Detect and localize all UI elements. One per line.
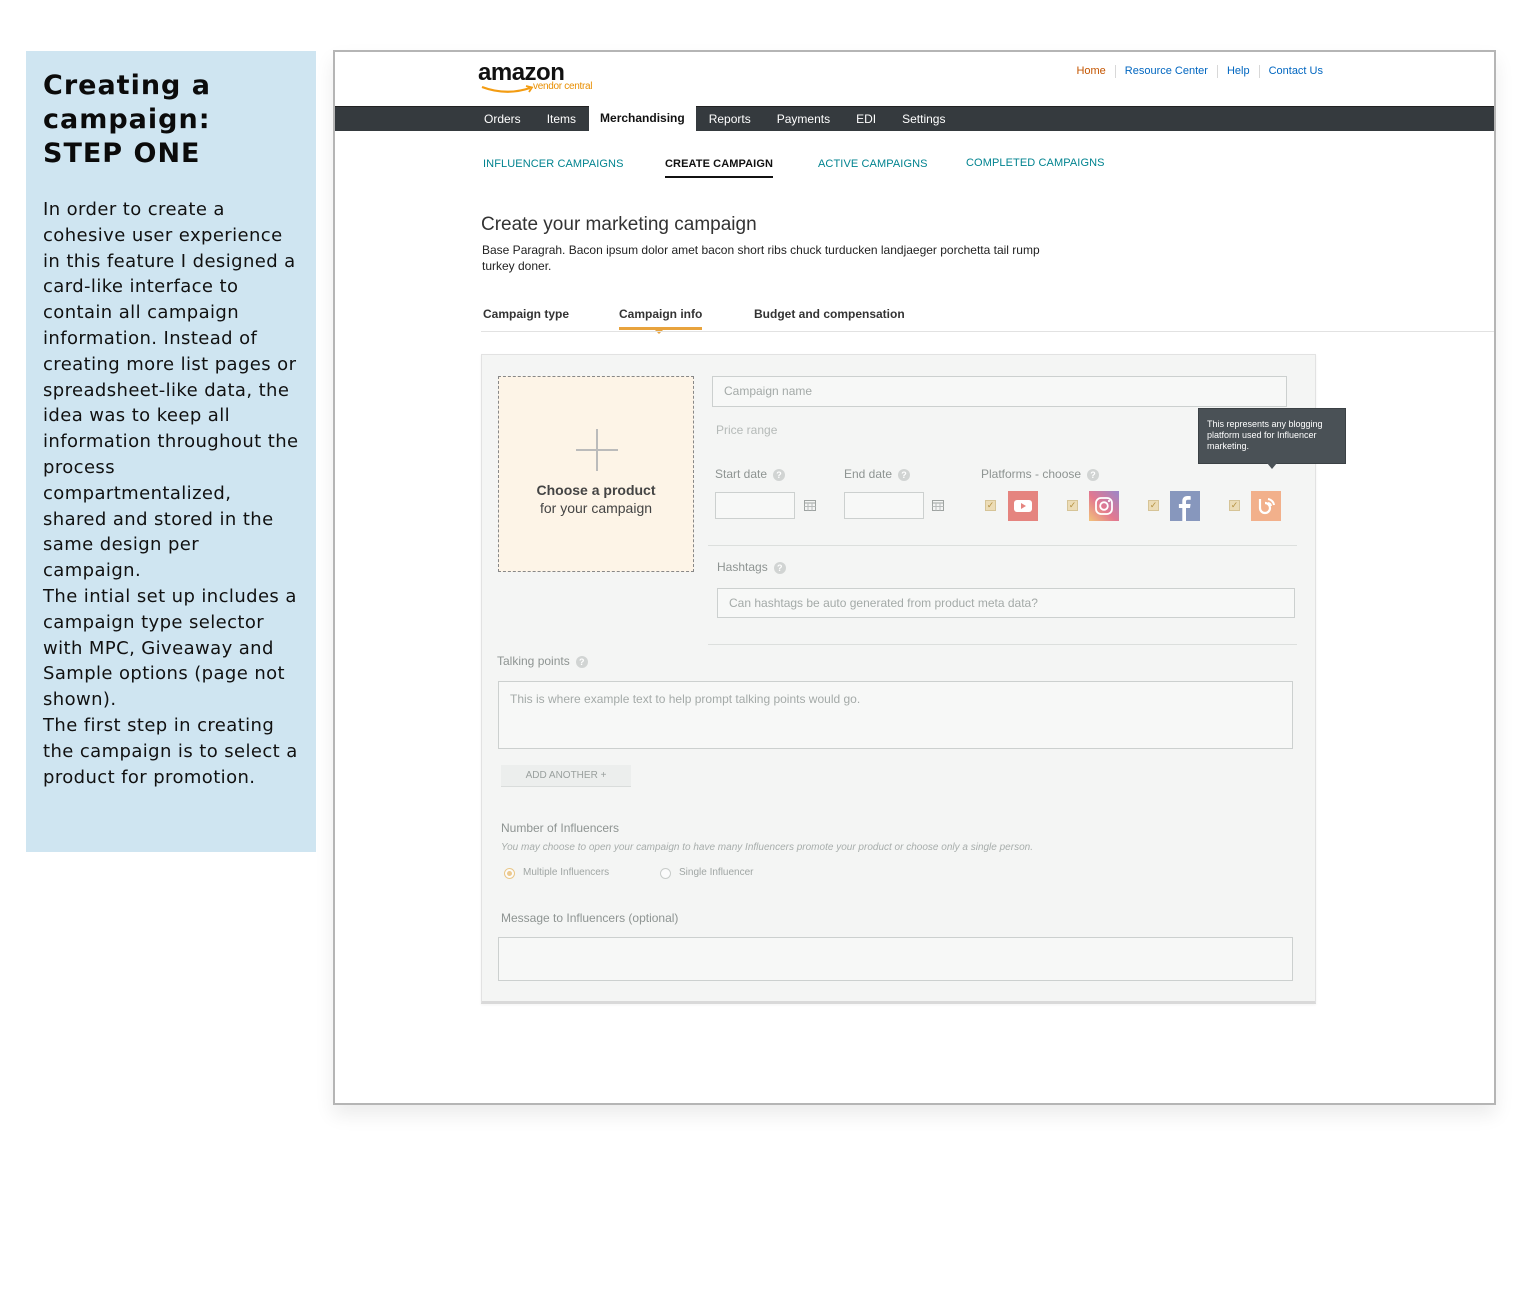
blog-icon[interactable] <box>1251 491 1281 521</box>
section-divider <box>708 644 1297 645</box>
description-paragraph: The first step in creating the campaign is to select a product for promotion. <box>43 714 298 788</box>
radio-multiple-influencers[interactable] <box>504 868 515 879</box>
message-label: Message to Influencers (optional) <box>501 911 679 925</box>
subtab-create-campaign[interactable]: CREATE CAMPAIGN <box>665 158 773 178</box>
step-campaign-info-label: Campaign info <box>619 307 703 321</box>
nav-items[interactable]: Items <box>546 112 577 126</box>
talking-points-label-text: Talking points <box>497 654 570 668</box>
title-line-3: STEP ONE <box>43 138 201 169</box>
radio-single-label: Single Influencer <box>679 867 754 878</box>
talking-points-textarea[interactable]: This is where example text to help prompt talking points would go. <box>498 681 1293 749</box>
product-box-title: Choose a product <box>536 482 656 498</box>
price-range-label: Price range <box>716 423 778 437</box>
end-date-input[interactable] <box>844 492 924 519</box>
section-divider <box>708 545 1297 546</box>
radio-multiple-label: Multiple Influencers <box>523 867 610 878</box>
youtube-checkbox[interactable]: ✓ <box>986 500 995 510</box>
product-box-subtitle: for your campaign <box>539 500 653 516</box>
title-line-1: Creating a <box>43 70 211 101</box>
end-date-label <box>844 467 910 481</box>
help-icon[interactable]: ? <box>1087 469 1099 481</box>
campaign-name-input[interactable]: Campaign name <box>712 376 1287 407</box>
hashtags-label <box>717 560 786 574</box>
talking-points-label <box>497 654 588 668</box>
logo-subtitle: vendor central <box>533 81 593 92</box>
end-date-label-text: End date <box>844 467 893 481</box>
calendar-icon[interactable] <box>804 500 816 511</box>
page-intro: Base Paragrah. Bacon ipsum dolor amet bacon short ribs chuck turducken landjaeger porchetta tail rump turkey doner. <box>482 243 1040 273</box>
hashtags-input[interactable]: Can hashtags be auto generated from product meta data? <box>717 588 1295 618</box>
start-date-input[interactable] <box>715 492 795 519</box>
calendar-icon[interactable] <box>932 500 944 511</box>
link-home[interactable]: Home <box>1067 65 1115 78</box>
page-title: Create your marketing campaign <box>481 214 757 235</box>
help-icon[interactable]: ? <box>898 469 910 481</box>
facebook-checkbox[interactable]: ✓ <box>1149 500 1158 510</box>
campaign-card <box>481 354 1323 1004</box>
help-icon[interactable]: ? <box>774 562 786 574</box>
step-budget-compensation[interactable]: Budget and compensation <box>754 307 905 321</box>
blog-checkbox[interactable]: ✓ <box>1230 500 1239 510</box>
influencers-note: You may choose to open your campaign to have many Influencers promote your product or choose only a single person. <box>501 842 1033 853</box>
top-header <box>335 52 1494 106</box>
nav-orders[interactable]: Orders <box>484 112 521 126</box>
platforms-label-text: Platforms - choose <box>981 467 1082 481</box>
description-paragraph: In order to create a cohesive user experience in this feature I designed a card-like interface to contain all campaign information. Instead of creating more list pages or spreadsheet-like data, the idea was to keep all information throughout the process compartmentalized, shared and stored in the same design per campaign. <box>43 199 299 582</box>
subtab-influencer-campaigns[interactable]: INFLUENCER CAMPAIGNS <box>483 158 624 170</box>
link-contact-us[interactable]: Contact Us <box>1268 65 1323 77</box>
steps-divider <box>481 331 1494 332</box>
app-window <box>333 50 1496 1105</box>
start-date-label-text: Start date <box>715 467 768 481</box>
link-help[interactable]: Help <box>1218 65 1260 78</box>
plus-icon <box>576 429 618 471</box>
nav-settings[interactable]: Settings <box>902 112 946 126</box>
amazon-vendor-central-logo[interactable] <box>478 59 593 92</box>
blog-tooltip: This represents any blogging platform used for Influencer marketing. <box>1198 408 1346 464</box>
hashtags-label-text: Hashtags <box>717 560 768 574</box>
start-date-label <box>715 467 785 481</box>
radio-single-influencer[interactable] <box>660 868 671 879</box>
message-textarea[interactable] <box>498 937 1293 981</box>
nav-merchandising[interactable]: Merchandising <box>589 105 696 132</box>
instagram-icon[interactable] <box>1089 491 1119 521</box>
nav-payments[interactable]: Payments <box>776 112 831 126</box>
platforms-label <box>981 467 1099 481</box>
description-panel <box>26 51 316 852</box>
subtab-completed-campaigns[interactable]: COMPLETED CAMPAIGNS <box>966 157 1105 169</box>
help-icon[interactable]: ? <box>576 656 588 668</box>
top-links <box>1067 65 1332 78</box>
tooltip-arrow <box>1267 463 1277 469</box>
add-another-button[interactable]: ADD ANOTHER + <box>501 765 631 787</box>
description-title <box>43 69 299 171</box>
youtube-icon[interactable] <box>1008 491 1038 521</box>
facebook-icon[interactable] <box>1170 491 1200 521</box>
title-line-2: campaign: <box>43 104 211 135</box>
description-body <box>43 197 299 790</box>
influencers-label: Number of Influencers <box>501 821 620 835</box>
description-paragraph: The intial set up includes a campaign type selector with MPC, Giveaway and Sample options (page not shown). <box>43 585 297 711</box>
help-icon[interactable]: ? <box>773 469 785 481</box>
logo-wordmark: amazon <box>478 59 565 86</box>
instagram-checkbox[interactable]: ✓ <box>1068 500 1077 510</box>
main-nav <box>335 106 1494 131</box>
link-resource-center[interactable]: Resource Center <box>1116 65 1218 78</box>
subtab-active-campaigns[interactable]: ACTIVE CAMPAIGNS <box>818 158 928 170</box>
step-campaign-type[interactable]: Campaign type <box>483 307 570 321</box>
step-campaign-info[interactable] <box>619 307 702 330</box>
logo-smile-icon <box>480 85 536 95</box>
choose-product-dropzone[interactable] <box>498 376 694 572</box>
nav-edi[interactable]: EDI <box>856 112 877 126</box>
nav-reports[interactable]: Reports <box>708 112 751 126</box>
